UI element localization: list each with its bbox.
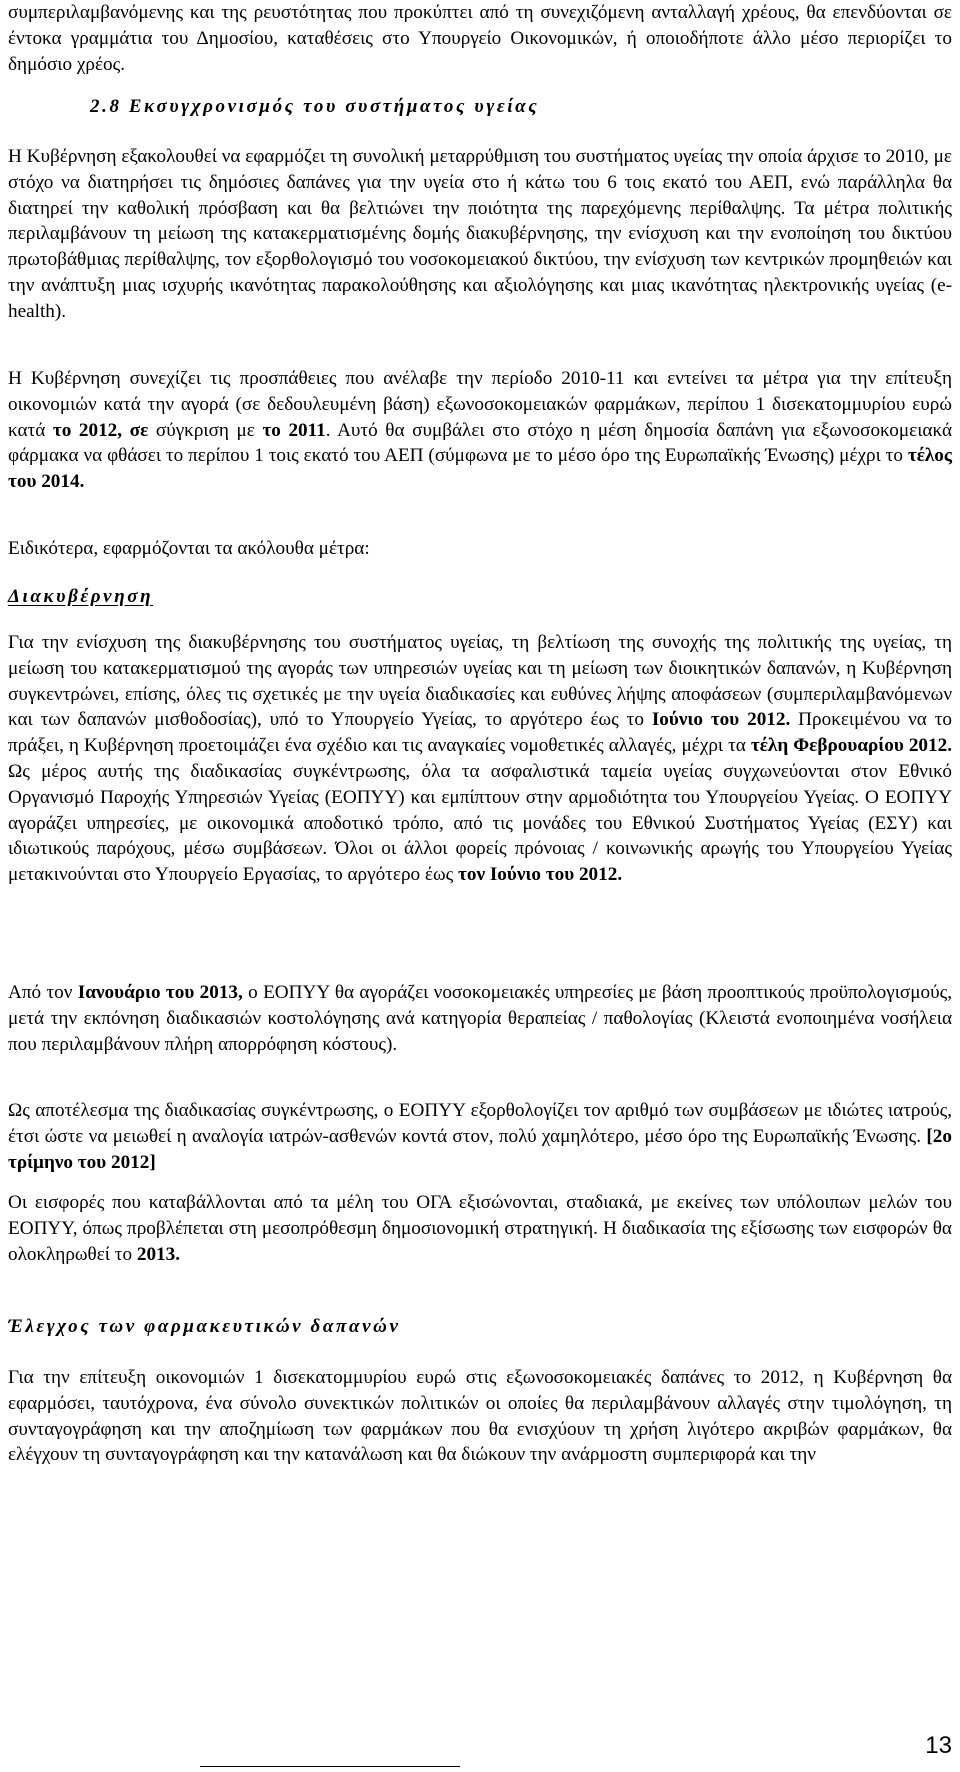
bold-text-run: το 2011 bbox=[262, 419, 326, 441]
subheading-pharma-expenditure: Έλεγχος των φαρμακευτικών δαπανών bbox=[8, 1316, 401, 1337]
bold-text-run: τέλος του 2014. bbox=[8, 445, 952, 493]
paragraph-eopyy-2013 bbox=[8, 980, 952, 1057]
text-run: Οι εισφορές που καταβάλλονται από τα μέλη του ΟΓΑ εξισώνονται, σταδιακά, με εκείνες των υπόλοιπων μελών του ΕΟΠΥΥ, όπως προβλέπεται στη μεσοπρόθεσμη δημοσιονομική στρατηγική. Η διαδικασία της εξίσωσης των εισφορών θα ολοκληρωθεί το bbox=[8, 1192, 952, 1265]
bold-text-run: Ιανουάριο του 2013, bbox=[77, 982, 243, 1003]
footnote-rule bbox=[200, 1766, 460, 1767]
page-number: 13 bbox=[925, 1732, 952, 1759]
text-run: Η Κυβέρνηση συνεχίζει τις προσπάθειες που ανέλαβε την περίοδο 2010-11 και εντείνει τα μέτρα για την επίτευξη οικονομιών κατά την αγορά (σε δεδουλευμένη βάση) εξωνοσοκομειακών φαρμάκων, περίπου 1 δισεκατομμυρίου ευρώ κατά bbox=[8, 368, 952, 441]
text-run: Ως αποτέλεσμα της διαδικασίας συγκέντρωσης, ο ΕΟΠΥΥ εξορθολογίζει τον αριθμό των συμβάσεων με ιδιώτες ιατρούς, έτσι ώστε να μειωθεί η αναλογία ιατρών-ασθενών κοντά στον, πολύ χαμηλότερο, μέσο όρο της Ευρωπαϊκής Ένωσης. bbox=[8, 1100, 952, 1147]
paragraph-governance bbox=[8, 630, 952, 888]
text-run: σύγκριση με bbox=[148, 419, 263, 441]
bold-text-run: το 2012, σε bbox=[52, 419, 149, 441]
paragraph-measures-intro bbox=[8, 536, 952, 562]
text-run: . Αυτό θα συμβάλει στο στόχο η μέση δημοσία δαπάνη για εξωνοσοκομειακά φάρμακα να φθάσει το περίπου 1 τοις εκατό του ΑΕΠ (σύμφωνα με το μέσο όρο της Ευρωπαϊκής Ένωσης) μέχρι το bbox=[8, 419, 952, 467]
paragraph-oga-contributions bbox=[8, 1190, 952, 1267]
text-run: Από τον bbox=[8, 982, 78, 1003]
text-run: Ως μέρος αυτής της διαδικασίας συγκέντρωσης, όλα τα ασφαλιστικά ταμεία υγείας συγχωνεύονται στον Εθνικό Οργανισμό Παροχής Υπηρεσιών Υγείας (ΕΟΠΥΥ) και εμπίπτουν στην αρμοδιότητα του Υπουργείου Υγείας. Ο ΕΟΠΥΥ αγοράζει υπηρεσίες, με οικονομικά αποδοτικό τρόπο, από τις μονάδες του Εθνικού Συστήματος Υγείας (ΕΣΥ) και ιδιωτικούς παρόχους, μέσω συμβάσεων. Όλοι οι άλλοι φορείς πρόνοιας / κοινωνικής αρωγής του Υπουργείου Υγείας μετακινούνται στο Υπουργείο Εργασίας, το αργότερο έως bbox=[8, 760, 952, 886]
intro-paragraph bbox=[8, 0, 952, 77]
subheading-governance: Διακυβέρνηση bbox=[8, 586, 154, 607]
text-run: Ειδικότερα, εφαρμόζονται τα ακόλουθα μέτρα: bbox=[8, 538, 370, 559]
section-heading: 2.8 Εκσυγχρονισμός του συστήματος υγείας bbox=[90, 96, 540, 117]
bold-text-run: [2ο τρίμηνο του 2012] bbox=[8, 1125, 952, 1173]
text-run: Για την ενίσχυση της διακυβέρνησης του συστήματος υγείας, τη βελτίωση της συνοχής της πολιτικής της υγείας, τη μείωση του κατακερματισμού της αγοράς των υπηρεσιών υγείας και τη μείωση των διοικητικών δαπανών, η Κυβέρνηση συγκεντρώνει, επίσης, όλες τις σχετικές με την υγεία διαδικασίες και ευθύνες λήψης αποφάσεων (συμπεριλαμβανόμενων και των δαπανών μισθοδοσίας), υπό το Υπουργείο Υγείας, το αργότερο έως το bbox=[8, 632, 952, 731]
paragraph-health-reform bbox=[8, 144, 952, 325]
text-run: Για την επίτευξη οικονομιών 1 δισεκατομμυρίου ευρώ στις εξωνοσοκομειακές δαπάνες το 2012, η Κυβέρνηση θα εφαρμόσει, ταυτόχρονα, ένα σύνολο συνεκτικών πολιτικών οι οποίες θα περιλαμβάνουν αλλαγές στην τιμολόγηση, τη συνταγογράφηση και την αποζημίωση των φαρμάκων που θα ενισχύουν τη χρήση λιγότερο ακριβών φαρμάκων, θα ελέγχουν τη συνταγογράφηση και την κατανάλωση και θα διώκουν την ανάρμοστη συμπεριφορά και την bbox=[8, 1367, 952, 1466]
text-run: συμπεριλαμβανόμενης και της ρευστότητας που προκύπτει από τη συνεχιζόμενη ανταλλαγή χρέους, θα επενδύονται σε έντοκα γραμμάτια του Δημοσίου, καταθέσεις στο Υπουργείο Οικονομικών, ή οποιοδήποτε άλλο μέσο περιορίζει το δημόσιο χρέος. bbox=[8, 2, 952, 75]
bold-text-run: 2013. bbox=[136, 1243, 181, 1265]
paragraph-pharma-savings bbox=[8, 366, 952, 495]
text-run: Η Κυβέρνηση εξακολουθεί να εφαρμόζει τη συνολική μεταρρύθμιση του συστήματος υγείας την οποία άρχισε το 2010, με στόχο να διατηρήσει τις δημόσιες δαπάνες για την υγεία στο ή κάτω του 6 τοις εκατό του ΑΕΠ, ενώ παράλληλα θα διατηρεί την καθολική πρόσβαση και θα βελτιώνει την ποιότητα της παρεχόμενης περίθαλψης. Τα μέτρα πολιτικής περιλαμβάνουν τη μείωση της κατακερματισμένης δομής διακυβέρνησης, την ενίσχυση και την ενοποίηση του δικτύου πρωτοβάθμιας περίθαλψης, τον εξορθολογισμό του νοσοκομειακού δικτύου, την ενίσχυση των κεντρικών προμηθειών και την ανάπτυξη μιας ισχυρής ικανότητας παρακολούθησης και αξιολόγησης και μιας ικανότητας ηλεκτρονικής υγείας (e-health). bbox=[8, 146, 952, 322]
paragraph-doctor-contracts bbox=[8, 1098, 952, 1175]
bold-text-run: τέλη Φεβρουαρίου 2012. bbox=[750, 735, 952, 757]
text-run: Προκειμένου να το πράξει, η Κυβέρνηση προετοιμάζει ένα σχέδιο και τις αναγκαίες νομοθετικές αλλαγές, μέχρι τα bbox=[8, 709, 953, 757]
paragraph-pharma-policies bbox=[8, 1365, 952, 1468]
text-run: ο ΕΟΠΥΥ θα αγοράζει νοσοκομειακές υπηρεσίες με βάση προοπτικούς προϋπολογισμούς, μετά την εκπόνηση διαδικασιών κοστολόγησης ανά κατηγορία θεραπείας / παθολογίας (Κλειστά ενοποιημένα νοσήλεια που περιλαμβάνουν πλήρη απορρόφηση κόστους). bbox=[8, 982, 953, 1055]
bold-text-run: τον Ιούνιο του 2012. bbox=[458, 864, 623, 886]
bold-text-run: Ιούνιο του 2012. bbox=[651, 709, 791, 731]
